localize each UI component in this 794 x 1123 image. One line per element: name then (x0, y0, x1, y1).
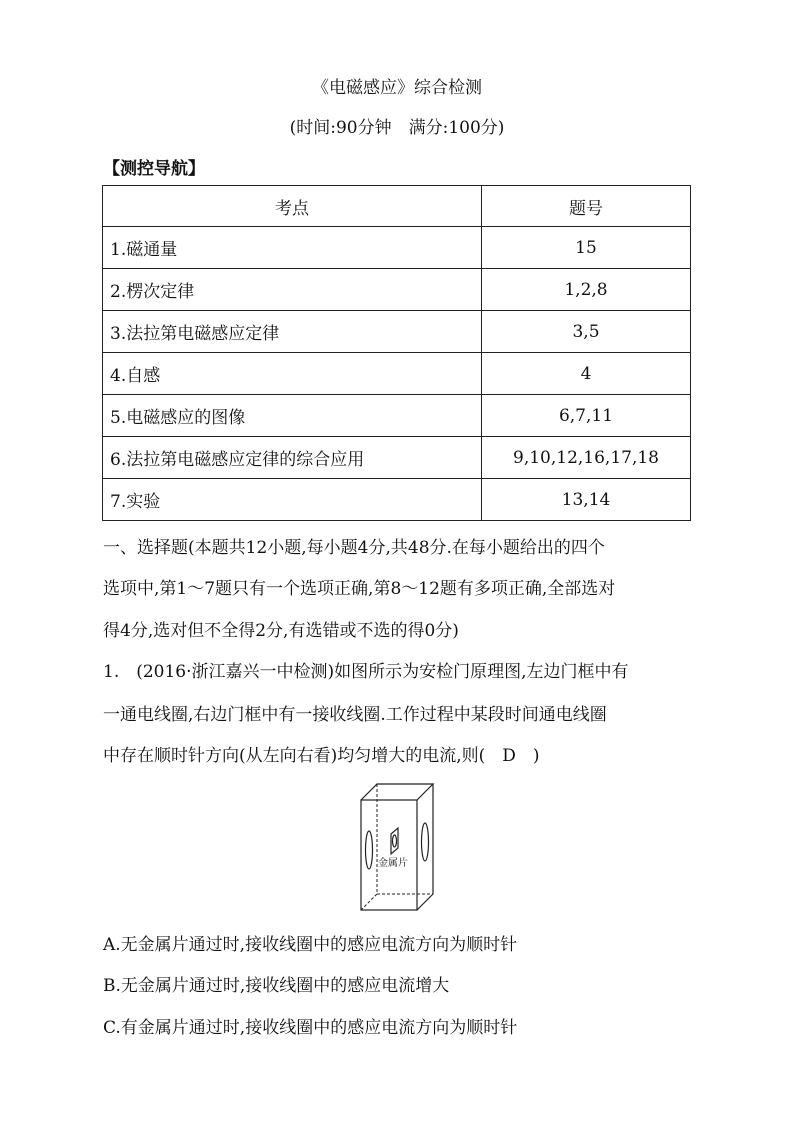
table-cell-numbers: 4 (482, 353, 691, 395)
exam-time-score: (时间:90分钟 满分:100分) (289, 118, 505, 138)
document-title: 《电磁感应》综合检测 (312, 78, 482, 98)
question-stem-line: 中存在顺时针方向(从左向右看)均匀增大的电流,则( D ) (103, 746, 540, 766)
table-cell-topic: 6.法拉第电磁感应定律的综合应用 (103, 437, 482, 479)
option-c: C.有金属片通过时,接收线圈中的感应电流方向为顺时针 (103, 1018, 518, 1038)
table-row (103, 311, 691, 353)
table-cell-topic: 1.磁通量 (103, 227, 482, 269)
table-row (103, 437, 691, 479)
question-stem-line: 1. (2016·浙江嘉兴一中检测)如图所示为安检门原理图,左边门框中有 (103, 662, 629, 682)
table-row (103, 353, 691, 395)
table-cell-topic: 3.法拉第电磁感应定律 (103, 311, 482, 353)
gate-right-side (417, 784, 433, 910)
table-cell-numbers: 13,14 (482, 479, 691, 521)
table-cell-topic: 7.实验 (103, 479, 482, 521)
table-row (103, 479, 691, 521)
table-cell-numbers: 15 (482, 227, 691, 269)
table-header-row (103, 186, 691, 227)
table-cell-topic: 2.楞次定律 (103, 269, 482, 311)
topic-table (102, 185, 691, 521)
table-row (103, 395, 691, 437)
section-instructions-line: 选项中,第1～7题只有一个选项正确,第8～12题有多项正确,全部选对 (103, 579, 616, 599)
table-cell-topic: 4.自感 (103, 353, 482, 395)
table-cell-numbers: 1,2,8 (482, 269, 691, 311)
metal-piece-icon (391, 828, 398, 854)
option-b: B.无金属片通过时,接收线圈中的感应电流增大 (103, 976, 450, 996)
table-row (103, 227, 691, 269)
section-instructions-line: 得4分,选对但不全得2分,有选错或不选的得0分) (103, 621, 459, 641)
receiving-coil-icon (422, 823, 429, 861)
gate-top-face (361, 784, 433, 800)
section-heading-nav: 【测控导航】 (103, 159, 205, 179)
transmitting-coil-icon (366, 831, 373, 869)
column-header-topic: 考点 (103, 186, 482, 227)
option-a: A.无金属片通过时,接收线圈中的感应电流方向为顺时针 (103, 935, 518, 955)
section-instructions-line: 一、选择题(本题共12小题,每小题4分,共48分.在每小题给出的四个 (103, 538, 605, 558)
table-cell-numbers: 3,5 (482, 311, 691, 353)
table-row (103, 269, 691, 311)
security-gate-figure (357, 782, 437, 914)
table-cell-numbers: 6,7,11 (482, 395, 691, 437)
question-stem-line: 一通电线圈,右边门框中有一接收线圈.工作过程中某段时间通电线圈 (103, 705, 607, 725)
table-cell-topic: 5.电磁感应的图像 (103, 395, 482, 437)
column-header-question-number: 题号 (482, 186, 691, 227)
table-cell-numbers: 9,10,12,16,17,18 (482, 437, 691, 479)
metal-piece-label: 金属片 (378, 858, 408, 869)
